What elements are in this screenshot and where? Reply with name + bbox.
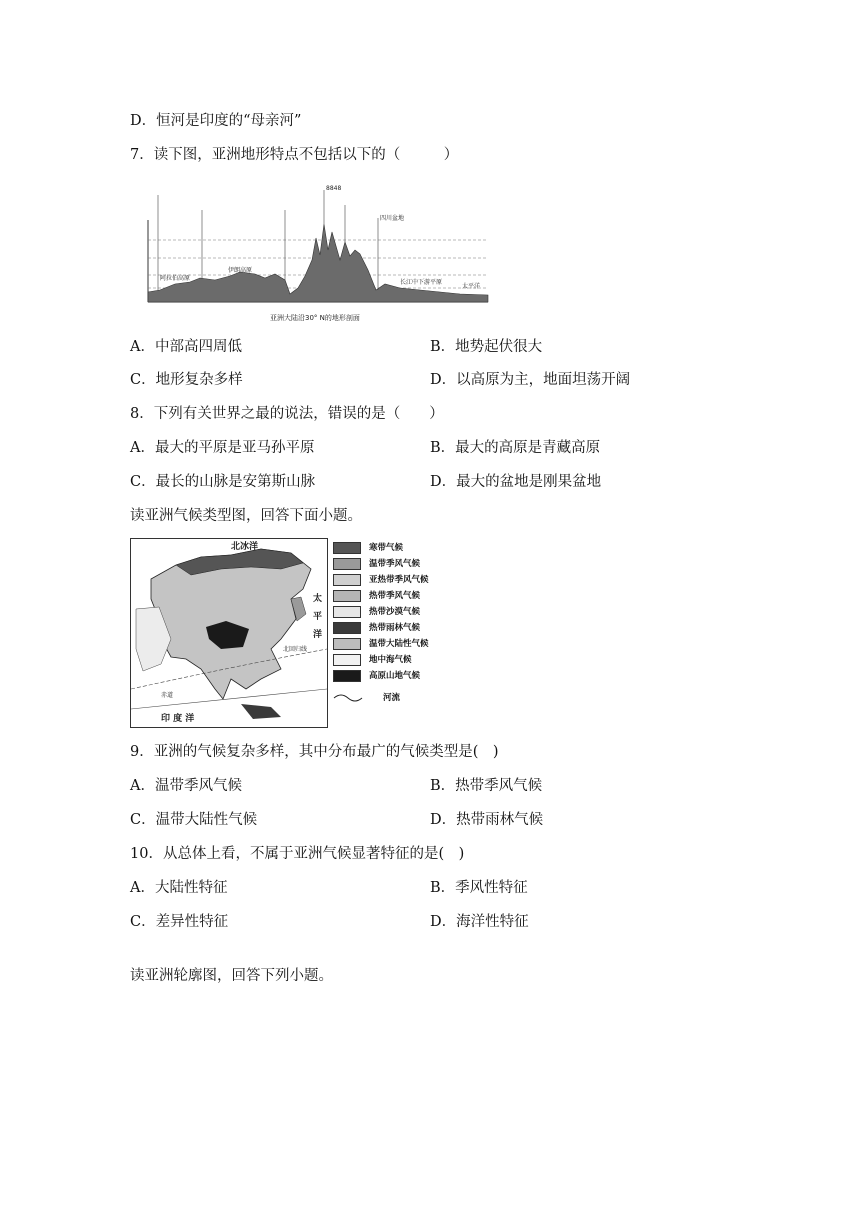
legend-item [333, 670, 533, 684]
legend-item [333, 638, 533, 652]
arctic-ocean-label: 北冰洋 [231, 542, 259, 552]
q8-option-c: C．最长的山脉是安第斯山脉 [130, 474, 316, 490]
q8-option-a: A．最大的平原是亚马孙平原 [130, 440, 315, 456]
legend-item-river [333, 692, 533, 706]
q10-option-a: A．大陆性特征 [130, 880, 228, 896]
yangtze-plain-label: 长江中下游平原 [400, 279, 443, 286]
q9-option-c: C．温带大陆性气候 [130, 812, 258, 828]
pacific-char-2: 平 [313, 612, 323, 622]
legend-label: 热带沙漠气候 [369, 607, 421, 617]
q10-option-d: D．海洋性特征 [430, 914, 529, 930]
pacific-char-1: 太 [313, 594, 323, 604]
q7-option-b: B．地势起伏很大 [430, 339, 543, 355]
asia-climate-map [130, 538, 328, 728]
legend-swatch [333, 654, 361, 666]
question-8: 8．下列有关世界之最的说法，错误的是（ ） [130, 406, 444, 422]
read-outline-instruction: 读亚洲轮廓图，回答下列小题。 [130, 968, 333, 984]
legend-item [333, 606, 533, 620]
legend-label: 高原山地气候 [369, 671, 421, 681]
q7-option-c: C．地形复杂多样 [130, 372, 243, 388]
legend-item [333, 654, 533, 668]
legend-swatch [333, 622, 361, 634]
legend-swatch [333, 670, 361, 682]
legend-item [333, 542, 533, 556]
legend-label: 热带雨林气候 [369, 623, 421, 633]
q8-option-d: D．最大的盆地是刚果盆地 [430, 474, 602, 490]
terrain-profile-chart [140, 180, 490, 330]
legend-swatch [333, 606, 361, 618]
iranian-plateau-label: 伊朗高原 [228, 267, 253, 274]
profile-caption: 亚洲大陆沿30° N的地形剖面 [270, 314, 360, 322]
legend-label: 亚热带季风气候 [369, 575, 429, 585]
arabian-plateau-label: 阿拉伯高原 [160, 275, 191, 282]
legend-swatch [333, 574, 361, 586]
legend-label: 热带季风气候 [369, 591, 421, 601]
legend-item [333, 558, 533, 572]
legend-swatch [333, 590, 361, 602]
question-7: 7．读下图，亚洲地形特点不包括以下的（ ） [130, 147, 459, 163]
legend-label: 地中海气候 [369, 655, 412, 665]
q9-option-b: B．热带季风气候 [430, 778, 543, 794]
climate-map-drawing [131, 539, 327, 727]
q10-option-c: C．差异性特征 [130, 914, 229, 930]
q10-option-b: B．季风性特征 [430, 880, 528, 896]
indian-ocean-label: 印 度 洋 [161, 714, 195, 724]
q9-option-d: D．热带雨林气候 [430, 812, 544, 828]
legend-swatch [333, 638, 361, 650]
q6-option-d: D．恒河是印度的“母亲河” [130, 113, 302, 129]
read-climate-instruction: 读亚洲气候类型图，回答下面小题。 [130, 508, 362, 524]
legend-item [333, 590, 533, 604]
legend-label: 温带季风气候 [369, 559, 421, 569]
legend-swatch [333, 542, 361, 554]
q7-option-d: D．以高原为主，地面坦荡开阔 [430, 372, 631, 388]
river-label: 河流 [383, 693, 401, 703]
legend-item [333, 574, 533, 588]
climate-legend [333, 542, 463, 712]
q8-option-b: B．最大的高原是青藏高原 [430, 440, 601, 456]
question-9: 9．亚洲的气候复杂多样，其中分布最广的气候类型是( ) [130, 744, 499, 760]
q9-option-a: A．温带季风气候 [130, 778, 242, 794]
pacific-label: 太平洋 [462, 283, 481, 290]
legend-item [333, 622, 533, 636]
legend-label: 温带大陆性气候 [369, 639, 429, 649]
river-line-icon [333, 692, 363, 704]
legend-swatch [333, 558, 361, 570]
q7-option-a: A．中部高四周低 [130, 339, 242, 355]
tropic-label: 北回归线 [283, 646, 308, 653]
legend-label: 寒带气候 [369, 543, 404, 553]
pacific-char-3: 洋 [313, 630, 323, 640]
sichuan-basin-label: 四川盆地 [380, 215, 405, 222]
equator-label: 赤道 [161, 692, 174, 699]
terrain-profile-figure [140, 180, 490, 330]
question-10: 10．从总体上看，不属于亚洲气候显著特征的是( ) [130, 846, 465, 862]
peak-value-label: 8848 [326, 185, 342, 192]
